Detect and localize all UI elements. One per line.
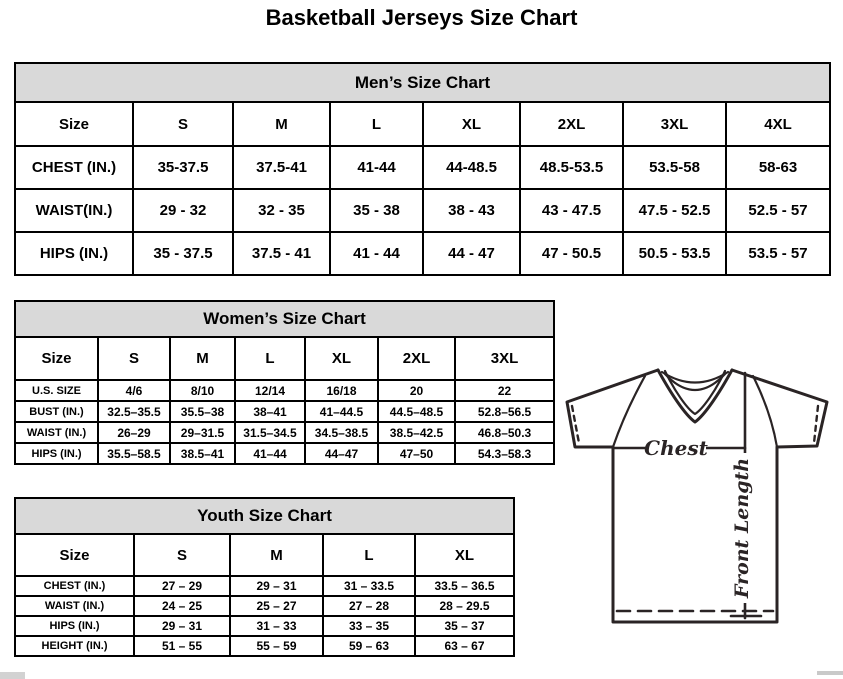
size-value-cell: 8/10	[170, 380, 235, 401]
size-value-cell: 47–50	[378, 443, 455, 464]
size-value-cell: 12/14	[235, 380, 305, 401]
row-label: HEIGHT (IN.)	[15, 636, 134, 656]
table-row	[15, 401, 554, 422]
jersey-armhole-seam-right	[753, 376, 777, 447]
size-value-cell: 35 - 37.5	[133, 232, 233, 275]
size-value-cell: 32 - 35	[233, 189, 330, 232]
front-length-label-group	[728, 453, 753, 603]
size-value-cell: 47.5 - 52.5	[623, 189, 726, 232]
size-value-cell: 31 – 33	[230, 616, 323, 636]
row-label: BUST (IN.)	[15, 401, 98, 422]
size-value-cell: 53.5-58	[623, 146, 726, 189]
size-value-cell: 29 – 31	[134, 616, 230, 636]
size-value-cell: 38–41	[235, 401, 305, 422]
column-header: S	[133, 102, 233, 146]
size-value-cell: 44 - 47	[423, 232, 520, 275]
row-label: CHEST (IN.)	[15, 576, 134, 596]
youth-size-table	[14, 497, 515, 657]
size-value-cell: 29 - 32	[133, 189, 233, 232]
size-value-cell: 32.5–35.5	[98, 401, 170, 422]
size-value-cell: 20	[378, 380, 455, 401]
table-row	[15, 596, 514, 616]
size-value-cell: 52.5 - 57	[726, 189, 830, 232]
size-value-cell: 41 - 44	[330, 232, 423, 275]
table-row	[15, 189, 830, 232]
column-header: M	[230, 534, 323, 576]
size-value-cell: 53.5 - 57	[726, 232, 830, 275]
column-header: S	[98, 337, 170, 380]
size-value-cell: 59 – 63	[323, 636, 415, 656]
scrollbar-fragment-left[interactable]	[0, 672, 25, 679]
size-value-cell: 37.5-41	[233, 146, 330, 189]
size-value-cell: 38.5–42.5	[378, 422, 455, 443]
size-value-cell: 16/18	[305, 380, 378, 401]
size-value-cell: 22	[455, 380, 554, 401]
column-header: M	[233, 102, 330, 146]
size-value-cell: 33 – 35	[323, 616, 415, 636]
size-value-cell: 52.8–56.5	[455, 401, 554, 422]
size-value-cell: 24 – 25	[134, 596, 230, 616]
row-label: U.S. SIZE	[15, 380, 98, 401]
row-label: WAIST (IN.)	[15, 422, 98, 443]
column-header: 4XL	[726, 102, 830, 146]
page-title: Basketball Jerseys Size Chart	[265, 5, 578, 30]
row-label: HIPS (IN.)	[15, 616, 134, 636]
size-value-cell: 54.3–58.3	[455, 443, 554, 464]
jersey-outline	[567, 370, 827, 622]
jersey-armhole-seam-left	[613, 376, 645, 447]
row-label: WAIST (IN.)	[15, 596, 134, 616]
size-value-cell: 44-48.5	[423, 146, 520, 189]
table-row	[15, 422, 554, 443]
column-header: XL	[423, 102, 520, 146]
column-header: XL	[305, 337, 378, 380]
table-row	[15, 443, 554, 464]
size-value-cell: 51 – 55	[134, 636, 230, 656]
size-value-cell: 35-37.5	[133, 146, 233, 189]
column-header: S	[134, 534, 230, 576]
chest-label-group	[644, 435, 708, 460]
size-value-cell: 41-44	[330, 146, 423, 189]
size-value-cell: 29 – 31	[230, 576, 323, 596]
size-value-cell: 31 – 33.5	[323, 576, 415, 596]
column-header: Size	[15, 102, 133, 146]
column-header: XL	[415, 534, 514, 576]
size-value-cell: 31.5–34.5	[235, 422, 305, 443]
size-value-cell: 38.5–41	[170, 443, 235, 464]
size-value-cell: 44–47	[305, 443, 378, 464]
table-row	[15, 232, 830, 275]
column-header: 2XL	[378, 337, 455, 380]
size-value-cell: 41–44.5	[305, 401, 378, 422]
row-label: HIPS (IN.)	[15, 443, 98, 464]
column-header: 3XL	[623, 102, 726, 146]
size-value-cell: 41–44	[235, 443, 305, 464]
chest-label: Chest	[644, 436, 708, 460]
column-header: L	[323, 534, 415, 576]
size-value-cell: 50.5 - 53.5	[623, 232, 726, 275]
size-value-cell: 44.5–48.5	[378, 401, 455, 422]
size-value-cell: 29–31.5	[170, 422, 235, 443]
size-value-cell: 25 – 27	[230, 596, 323, 616]
table-section-title: Youth Size Chart	[15, 498, 514, 534]
sleeve-cuff-dash-right	[814, 406, 818, 443]
size-value-cell: 26–29	[98, 422, 170, 443]
column-header: L	[235, 337, 305, 380]
mens-size-table	[14, 62, 831, 276]
table-row	[15, 616, 514, 636]
size-value-cell: 58-63	[726, 146, 830, 189]
column-header: L	[330, 102, 423, 146]
column-header: 2XL	[520, 102, 623, 146]
table-section-title: Women’s Size Chart	[15, 301, 554, 337]
womens-size-table	[14, 300, 555, 465]
size-value-cell: 43 - 47.5	[520, 189, 623, 232]
table-row	[15, 636, 514, 656]
row-label: WAIST(IN.)	[15, 189, 133, 232]
size-value-cell: 47 - 50.5	[520, 232, 623, 275]
table-row	[15, 576, 514, 596]
column-header: Size	[15, 534, 134, 576]
size-value-cell: 48.5-53.5	[520, 146, 623, 189]
size-value-cell: 35.5–58.5	[98, 443, 170, 464]
column-header: 3XL	[455, 337, 554, 380]
size-value-cell: 34.5–38.5	[305, 422, 378, 443]
size-value-cell: 4/6	[98, 380, 170, 401]
column-header: Size	[15, 337, 98, 380]
size-value-cell: 28 – 29.5	[415, 596, 514, 616]
size-value-cell: 63 – 67	[415, 636, 514, 656]
size-value-cell: 37.5 - 41	[233, 232, 330, 275]
row-label: CHEST (IN.)	[15, 146, 133, 189]
size-value-cell: 35.5–38	[170, 401, 235, 422]
table-section-title: Men’s Size Chart	[15, 63, 830, 102]
size-value-cell: 55 – 59	[230, 636, 323, 656]
size-value-cell: 35 - 38	[330, 189, 423, 232]
front-length-label: Front Length	[731, 457, 753, 599]
row-label: HIPS (IN.)	[15, 232, 133, 275]
size-value-cell: 35 – 37	[415, 616, 514, 636]
size-value-cell: 38 - 43	[423, 189, 520, 232]
size-value-cell: 46.8–50.3	[455, 422, 554, 443]
size-value-cell: 27 – 28	[323, 596, 415, 616]
table-row	[15, 146, 830, 189]
size-value-cell: 33.5 – 36.5	[415, 576, 514, 596]
size-value-cell: 27 – 29	[134, 576, 230, 596]
column-header: M	[170, 337, 235, 380]
jersey-measurement-diagram	[555, 360, 843, 650]
scrollbar-fragment-right[interactable]	[817, 671, 843, 675]
table-row	[15, 380, 554, 401]
